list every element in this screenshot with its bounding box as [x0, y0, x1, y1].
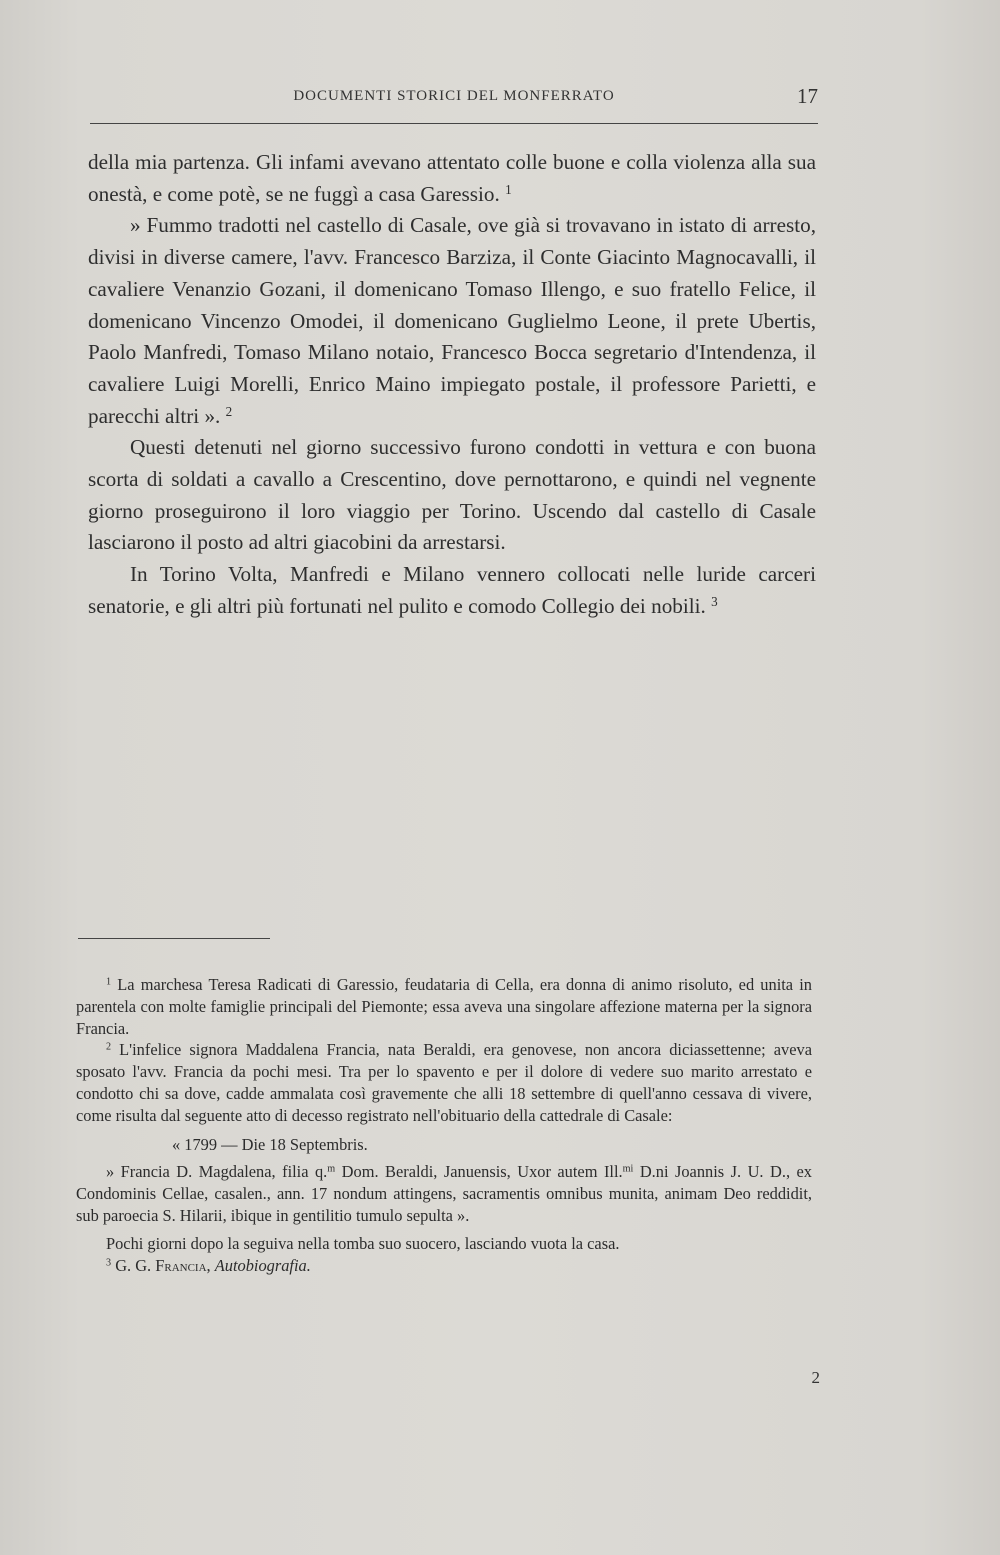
paragraph-3: [88, 432, 816, 559]
running-title: DOCUMENTI STORICI DEL MONFERRATO: [293, 88, 615, 104]
paragraph-2-text: » Fummo tradotti nel castello di Casale, ove già si trovavano in istato di arresto, divisi in diverse camere, l'avv. Francesco Barziza, il Conte Giacinto Magnocavalli, il cavaliere Venanzio Gozani, il domenicano Tomaso Illengo, e suo fratello Felice, il domenicano Vincenzo Omodei, il domenicano Guglielmo Leone, il prete Ubertis, Paolo Manfredi, Tomaso Milano notaio, Francesco Bocca segretario d'Intendenza, il cavaliere Luigi Morelli, Enrico Maino impiegato postale, il professore Parietti, e parecchi altri ».: [88, 213, 816, 428]
document-text-c: D.ni Joannis J. U. D., ex Condominis Cellae, casalen., ann. 17 nondum attingens, sacramentis omnibus munita, animam Deo reddidit, sub paroecia S. Hilarii, ibique in gentilitio tumulo sepulta ».: [76, 1162, 812, 1225]
paragraph-1: [88, 147, 816, 210]
document-text-b: Dom. Beraldi, Januensis, Uxor autem Ill.: [335, 1162, 623, 1182]
footnote-1-text: La marchesa Teresa Radicati di Garessio, feudataria di Cella, era donna di animo risoluto, ed unita in parentela con molte famiglie principali del Piemonte; essa aveva una singolare affezione materna per la signora Francia.: [76, 975, 812, 1038]
main-text: [88, 147, 816, 623]
document-text-a: » Francia D. Magdalena, filia q.: [106, 1162, 328, 1182]
paragraph-4: [88, 559, 816, 622]
paragraph-4-text: In Torino Volta, Manfredi e Milano vennero collocati nelle luride carceri senatorie, e gli altri più fortunati nel pulito e comodo Collegio dei nobili.: [88, 562, 816, 618]
footnote-1: [76, 974, 812, 1039]
paragraph-1-text: della mia partenza. Gli infami avevano attentato colle buone e colla violenza alla sua onestà, e come potè, se ne fuggì a casa Garessio.: [88, 150, 816, 206]
footnote-3-author: G. G. Francia,: [115, 1255, 211, 1275]
document-abbrev-m: m: [327, 1163, 336, 1175]
footnote-2-document: [76, 1161, 812, 1226]
running-head: [90, 84, 818, 114]
footnote-2-mark: 2: [106, 1041, 112, 1053]
footnote-ref-2: 2: [225, 403, 233, 419]
paragraph-3-text: Questi detenuti nel giorno successivo furono condotti in vettura e con buona scorta di soldati a cavallo a Crescentino, dove pernottarono, e quindi nel vegnente giorno proseguirono il loro viaggio per Torino. Uscendo dal castello di Casale lasciarono il posto ad altri giacobini da arrestarsi.: [88, 435, 816, 555]
footnote-2-document-date: « 1799 — Die 18 Septembris.: [172, 1134, 368, 1154]
footnote-2-after: Pochi giorni dopo la seguiva nella tomba suo suocero, lasciando vuota la casa.: [106, 1233, 620, 1253]
document-abbrev-mi: mi: [622, 1163, 634, 1175]
footnote-3: [76, 1255, 812, 1277]
footnote-3-mark: 3: [106, 1256, 112, 1268]
header-rule: [90, 123, 818, 124]
paragraph-2: [88, 210, 816, 432]
footnote-ref-1: 1: [505, 181, 512, 197]
page-number: 17: [797, 84, 818, 108]
signature-mark: 2: [811, 1368, 820, 1387]
footnotes: [76, 974, 812, 1276]
footnote-3-work: Autobiografia.: [214, 1255, 311, 1275]
footnote-1-mark: 1: [106, 976, 112, 988]
footnote-2-text: L'infelice signora Maddalena Francia, nata Beraldi, era genovese, non ancora diciassettenne; aveva sposato l'avv. Francia da pochi mesi. Tra per lo spavento e per il dolore di vedere suo marito arrestato e condotto chi sa dove, cadde ammalata così gravemente che alli 18 settembre di quell'anno cessava di vivere, come risulta dal seguente atto di decesso registrato nell'obituario della cattedrale di Casale:: [76, 1040, 812, 1125]
footnote-2: [76, 1039, 812, 1126]
footnote-ref-3: 3: [711, 593, 718, 609]
footnote-rule: [78, 938, 270, 939]
